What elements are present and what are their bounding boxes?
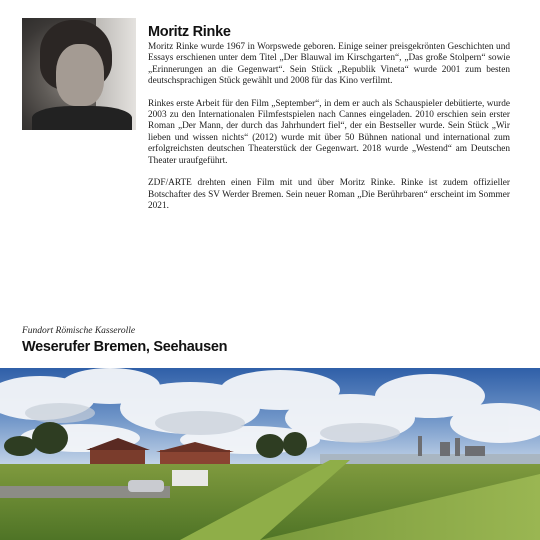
author-bio — [148, 42, 510, 224]
panorama-photo — [0, 368, 540, 540]
bio-paragraph-3: ZDF/ARTE drehten einen Film mit und über Moritz Rinke. Rinke ist zudem offizieller Botschafter des SV Werder Bremen. Sein neuer Roman „Die Berührbaren“ erscheint im Sommer 2021. — [148, 178, 510, 212]
author-portrait — [22, 18, 136, 130]
fundort-caption: Fundort Römische Kasserolle — [22, 326, 136, 336]
bio-paragraph-1: Moritz Rinke wurde 1967 in Worpswede geboren. Einige seiner preisgekrönten Geschichten und Essays erschienen unter dem Titel „Der Blauwal im Kirschgarten“, „Das große Stolpern“ sowie „Erinnerungen an die Gegenwart“. Sein Stück „Republik Vineta“ wurde 2001 zum besten deutschsprachigen Stück gewählt und 2008 für das Kino verfilmt. — [148, 42, 510, 87]
location-title: Weserufer Bremen, Seehausen — [22, 339, 228, 355]
bio-paragraph-2: Rinkes erste Arbeit für den Film „September“, in dem er auch als Schauspieler debütierte, wurde 2003 zu den Internationalen Filmfestspielen nach Cannes eingeladen. 2010 erschien sein erster Roman „Der Mann, der durch das Jahrhundert fiel“, der ein Bestseller wurde. Sein Stück „Wir lieben und wissen nichts“ (2012) wurde mit über 50 Bühnen national und international zum erfolgreichsten deutschen Theaterstück der Gegenwart. 2018 wurde „Westend“ am Deutschen Theater uraufgeführt. — [148, 98, 510, 166]
author-name: Moritz Rinke — [148, 24, 231, 40]
